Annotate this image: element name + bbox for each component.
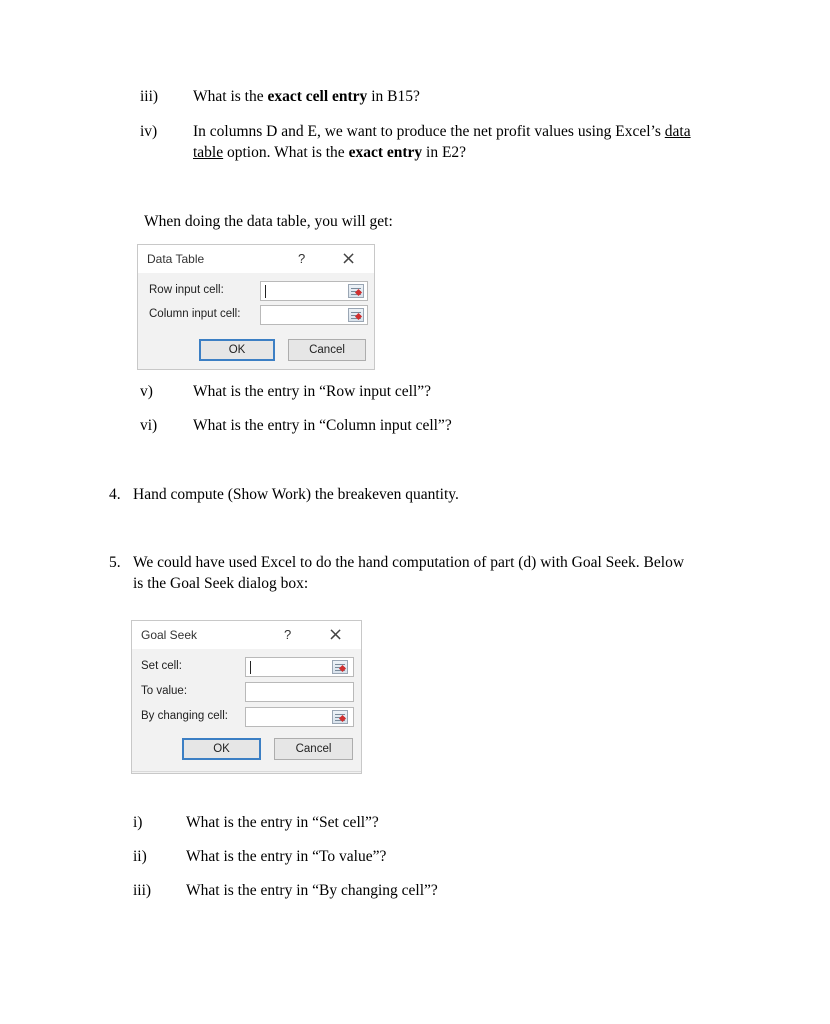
close-icon[interactable]: × xyxy=(328,624,344,645)
text-caret xyxy=(250,661,251,674)
to-value-field[interactable] xyxy=(245,682,354,702)
question-number: 5. xyxy=(109,554,121,571)
question-text: We could have used Excel to do the hand computation of part (d) with Goal Seek. Below is the Goal Seek dialog box: xyxy=(133,554,685,592)
question-5 xyxy=(109,552,759,596)
question-4 xyxy=(109,484,709,506)
question-text: What is the entry in “To value”? xyxy=(186,848,387,865)
question-number: iii) xyxy=(140,88,159,105)
to-value-label: To value: xyxy=(141,685,188,697)
set-cell-label: Set cell: xyxy=(141,660,182,672)
by-changing-range-select-icon[interactable] xyxy=(332,710,348,724)
ok-button[interactable]: OK xyxy=(182,738,261,760)
question-text: What is the entry in “Row input cell”? xyxy=(193,383,432,400)
question-vi xyxy=(140,415,700,437)
question-v xyxy=(140,381,700,403)
question-number: vi) xyxy=(140,417,158,434)
question-iii-goal-seek xyxy=(133,880,693,902)
by-changing-cell-label: By changing cell: xyxy=(141,710,228,722)
goal-seek-dialog xyxy=(131,620,362,774)
question-iii xyxy=(140,86,760,108)
data-table-intro: When doing the data table, you will get: xyxy=(144,213,393,230)
question-iv xyxy=(140,121,780,167)
question-text: Hand compute (Show Work) the breakeven quantity. xyxy=(133,486,459,503)
question-number: 4. xyxy=(109,486,121,503)
question-i xyxy=(133,812,693,834)
text-caret xyxy=(265,285,266,298)
question-ii xyxy=(133,846,693,868)
set-cell-range-select-icon[interactable] xyxy=(332,660,348,674)
column-range-select-icon[interactable] xyxy=(348,308,364,322)
question-text: What is the entry in “By changing cell”? xyxy=(186,882,438,899)
question-number: ii) xyxy=(133,848,147,865)
question-text: What is the exact cell entry in B15? xyxy=(193,88,420,105)
close-icon[interactable]: × xyxy=(341,248,357,269)
question-text: In columns D and E, we want to produce the net profit values using Excel’s data table option. What is the exact entry in E2? xyxy=(193,123,691,161)
help-icon[interactable]: ? xyxy=(298,251,306,266)
question-number: iii) xyxy=(133,882,152,899)
cancel-button[interactable]: Cancel xyxy=(274,738,353,760)
question-number: v) xyxy=(140,383,153,400)
dialog-title: Goal Seek xyxy=(141,628,198,642)
question-text: What is the entry in “Set cell”? xyxy=(186,814,379,831)
help-icon[interactable]: ? xyxy=(284,627,292,642)
data-table-dialog xyxy=(137,244,375,370)
question-text: What is the entry in “Column input cell”? xyxy=(193,417,452,434)
cancel-button[interactable]: Cancel xyxy=(288,339,366,361)
ok-button[interactable]: OK xyxy=(199,339,275,361)
dialog-title: Data Table xyxy=(147,252,205,266)
dialog-divider xyxy=(132,771,361,772)
row-range-select-icon[interactable] xyxy=(348,284,364,298)
question-number: iv) xyxy=(140,123,158,140)
column-input-label: Column input cell: xyxy=(149,308,241,320)
row-input-label: Row input cell: xyxy=(149,284,224,296)
question-number: i) xyxy=(133,814,143,831)
